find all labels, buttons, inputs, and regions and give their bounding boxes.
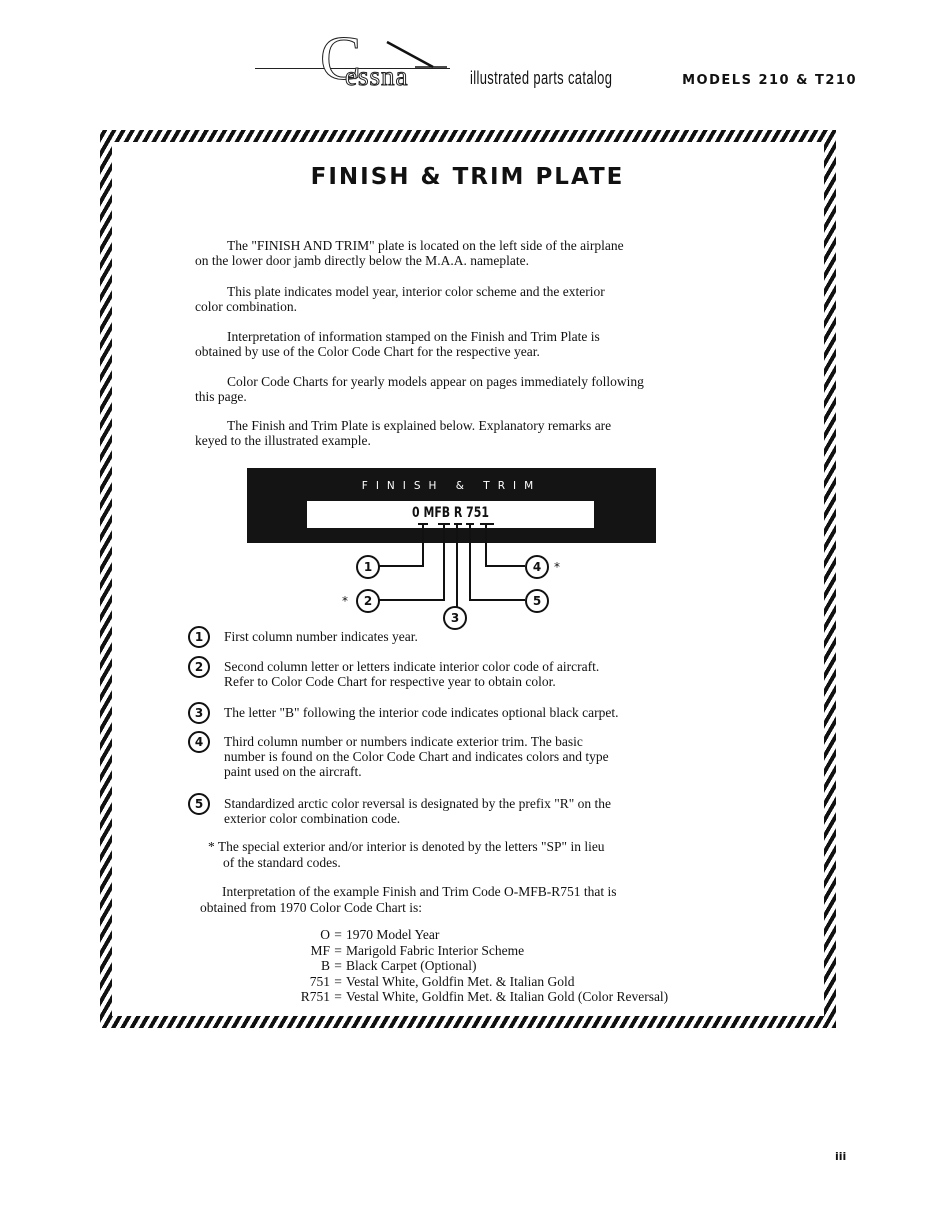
models-label: MODELS 210 & T210 xyxy=(682,73,857,88)
page-number: iii xyxy=(835,1150,847,1163)
brand-logo-word: essna xyxy=(345,61,409,91)
paragraph-line: The Finish and Trim Plate is explained below. Explanatory remarks are xyxy=(227,418,612,433)
item-text: Third column number or numbers indicate exterior trim. The basic xyxy=(224,734,583,749)
item-number-badge: 2 xyxy=(188,656,210,678)
callout-5: 5 xyxy=(525,589,549,613)
explanation-item-2 xyxy=(188,659,748,689)
legend-meaning: Vestal White, Goldfin Met. & Italian Gold xyxy=(346,973,575,989)
paragraph-line: Interpretation of information stamped on the Finish and Trim Plate is xyxy=(227,329,600,344)
callout-2-asterisk: * xyxy=(342,594,348,608)
paragraph-charts xyxy=(195,374,750,404)
item-text: Standardized arctic color reversal is designated by the prefix "R" on the xyxy=(224,796,612,811)
paragraph-explained xyxy=(195,418,750,448)
item-number-badge: 1 xyxy=(188,626,210,648)
item-text: paint used on the aircraft. xyxy=(224,764,362,779)
finish-trim-plate-illustration xyxy=(247,468,656,543)
legend-meaning: Vestal White, Goldfin Met. & Italian Gold (Color Reversal) xyxy=(346,989,669,1004)
item-text: Second column letter or letters indicate interior color code of aircraft. xyxy=(224,659,600,674)
paragraph-line: color combination. xyxy=(195,299,297,314)
legend-meaning: Black Carpet (Optional) xyxy=(346,958,477,973)
callout-4-asterisk: * xyxy=(554,560,560,574)
callout-4: 4 xyxy=(525,555,549,579)
legend-row xyxy=(260,989,668,1005)
legend-equals: = xyxy=(334,958,342,973)
legend-row xyxy=(260,927,668,943)
legend-code: O xyxy=(320,927,330,942)
brand-logo-initial: C xyxy=(320,25,362,93)
explanation-item-3 xyxy=(188,705,748,720)
explanation-item-5 xyxy=(188,796,748,826)
item-text: First column number indicates year. xyxy=(224,629,418,644)
interpretation-text: obtained from 1970 Color Code Chart is: xyxy=(200,899,422,915)
item-text: The letter "B" following the interior code indicates optional black carpet. xyxy=(224,705,619,720)
paragraph-line: keyed to the illustrated example. xyxy=(195,433,371,448)
item-text: exterior color combination code. xyxy=(224,811,401,826)
note-text: of the standard codes. xyxy=(223,854,341,870)
plate-code: 0 MFB R 751 xyxy=(412,505,489,521)
special-note xyxy=(208,839,768,870)
legend-code: MF xyxy=(310,942,330,958)
interpretation-text: Interpretation of the example Finish and Trim Code O-MFB-R751 that is xyxy=(222,884,617,899)
legend-equals: = xyxy=(334,942,342,958)
paragraph-interpretation xyxy=(195,329,750,359)
note-text: The special exterior and/or interior is denoted by the letters "SP" in lieu xyxy=(217,839,605,854)
item-number-badge: 3 xyxy=(188,702,210,724)
legend-row xyxy=(260,974,668,990)
legend-code: B xyxy=(320,958,330,973)
note-asterisk: * xyxy=(208,839,215,854)
item-text: Refer to Color Code Chart for respective year to obtain color. xyxy=(224,674,556,689)
code-legend xyxy=(260,927,668,1005)
legend-row xyxy=(260,958,668,974)
legend-code: 751 xyxy=(309,973,330,989)
item-number-badge: 4 xyxy=(188,731,210,753)
explanation-item-1 xyxy=(188,629,748,644)
item-text: number is found on the Color Code Chart and indicates colors and type xyxy=(224,749,609,764)
paragraph-line: this page. xyxy=(195,389,247,404)
callout-3: 3 xyxy=(443,606,467,630)
catalog-title: illustrated parts catalog xyxy=(470,68,613,88)
page-title: FINISH & TRIM PLATE xyxy=(310,164,625,190)
legend-row xyxy=(260,943,668,959)
paragraph-indicates xyxy=(195,284,750,314)
legend-meaning: 1970 Model Year xyxy=(346,927,440,942)
explanation-item-4 xyxy=(188,734,748,779)
paragraph-line: obtained by use of the Color Code Chart for the respective year. xyxy=(195,344,540,359)
legend-meaning: Marigold Fabric Interior Scheme xyxy=(346,942,525,958)
plate-label: FINISH & TRIM xyxy=(361,480,542,492)
paragraph-line: Color Code Charts for yearly models appear on pages immediately following xyxy=(227,374,644,389)
legend-equals: = xyxy=(334,973,342,989)
interpretation-intro xyxy=(200,884,760,915)
callout-2: 2 xyxy=(356,589,380,613)
legend-code: R751 xyxy=(300,989,330,1004)
callout-1: 1 xyxy=(356,555,380,579)
paragraph-line: This plate indicates model year, interior color scheme and the exterior xyxy=(227,284,605,299)
plate-code-field xyxy=(307,501,594,528)
legend-equals: = xyxy=(334,927,342,942)
item-number-badge: 5 xyxy=(188,793,210,815)
paragraph-location xyxy=(195,238,750,268)
legend-equals: = xyxy=(334,989,342,1004)
paragraph-line: The "FINISH AND TRIM" plate is located on the left side of the airplane xyxy=(227,238,624,253)
paragraph-line: on the lower door jamb directly below the M.A.A. nameplate. xyxy=(195,253,530,268)
